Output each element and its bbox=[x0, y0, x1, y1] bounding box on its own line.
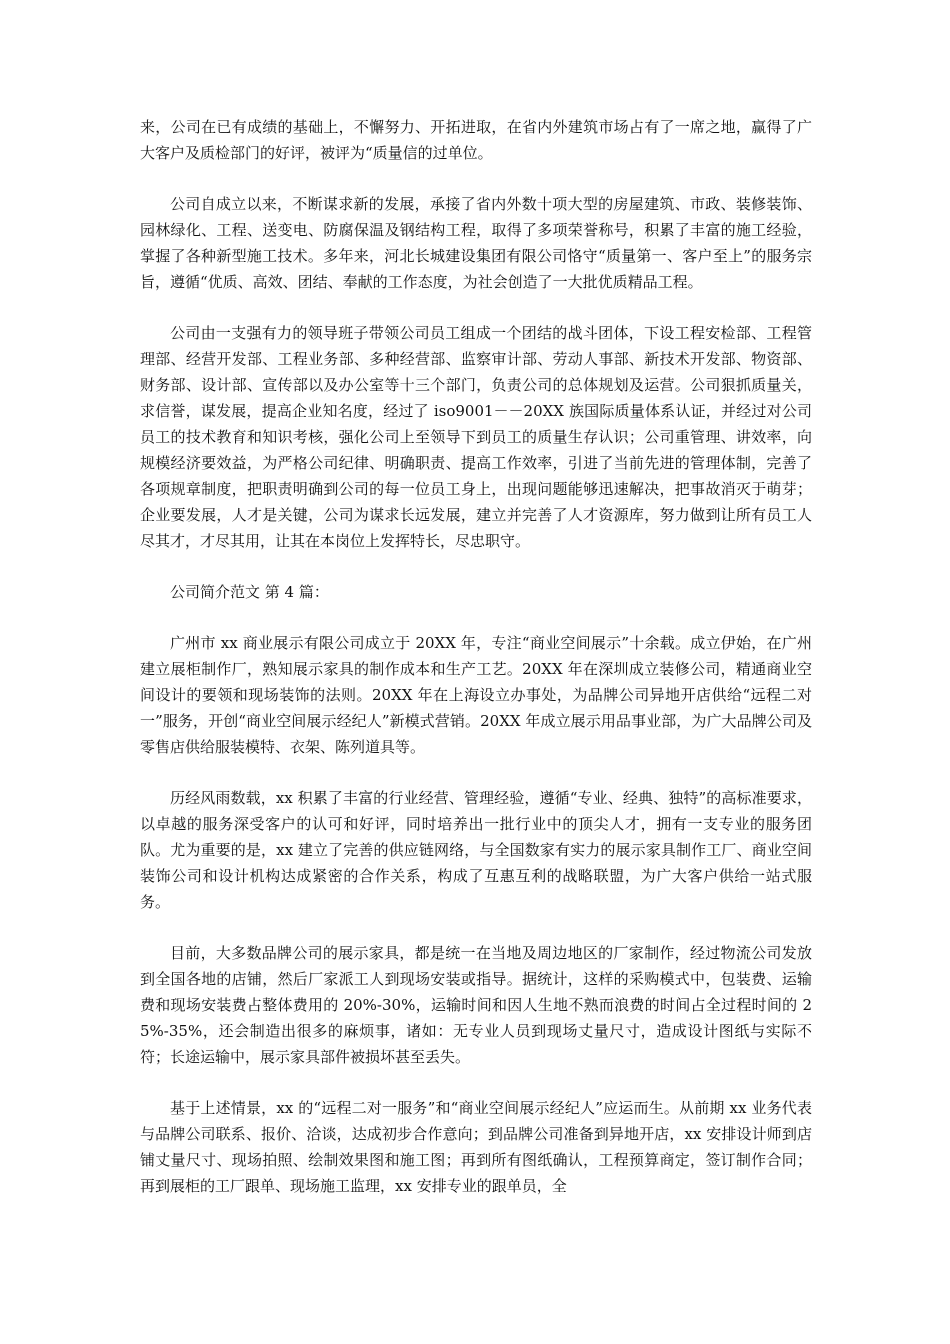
paragraph-organization: 公司由一支强有力的领导班子带领公司员工组成一个团结的战斗团体，下设工程安检部、工程管理部、经营开发部、工程业务部、多种经营部、监察审计部、劳动人事部、新技术开发部、物资部、财务部、设计部、宣传部以及办公室等十三个部门，负责公司的总体规划及运营。公司狠抓质量关，求信誉，谋发展，提高企业知名度，经过了 iso9001－－20XX 族国际质量体系认证，并经过对公司员工的技术教育和知识考核，强化公司上至领导下到员工的质量生存认识；公司重管理、讲效率，向规模经济要效益，为严格公司纪律、明确职责、提高工作效率，引进了当前先进的管理体制，完善了各项规章制度，把职责明确到公司的每一位员工身上，出现问题能够迅速解决，把事故消灭于萌芽；企业要发展，人才是关键，公司为谋求长远发展，建立并完善了人才资源库，努力做到让所有员工人尽其才，才尽其用，让其在本岗位上发挥特长，尽忠职守。 bbox=[140, 324, 812, 550]
section-heading: 公司简介范文 第 4 篇： bbox=[170, 583, 329, 601]
paragraph-development: 公司自成立以来，不断谋求新的发展，承接了省内外数十项大型的房屋建筑、市政、装修装饰、园林绿化、工程、送变电、防腐保温及钢结构工程，取得了多项荣誉称号，积累了丰富的施工经验，掌握了各种新型施工技术。多年来，河北长城建设集团有限公司恪守“质量第一、客户至上”的服务宗旨，遵循“优质、高效、团结、奉献的工作态度，为社会创造了一大批优质精品工程。 bbox=[140, 195, 812, 291]
paragraph-current-situation: 目前，大多数品牌公司的展示家具，都是统一在当地及周边地区的厂家制作，经过物流公司发放到全国各地的店铺，然后厂家派工人到现场安装或指导。据统计，这样的采购模式中，包装费、运输费和现场安装费占整体费用的 20%-30%，运输时间和因人生地不熟而浪费的时间占全过程时间的 25%-35%，还会制造出很多的麻烦事，诸如：无专业人员到现场丈量尺寸，造成设计图纸与实际不符；长途运输中，展示家具部件被损坏甚至丢失。 bbox=[140, 944, 812, 1066]
paragraph-service-model: 基于上述情景，xx 的“远程二对一服务”和“商业空间展示经纪人”应运而生。从前期 xx 业务代表与品牌公司联系、报价、洽谈，达成初步合作意向；到品牌公司准备到异地开店，xx 安排设计师到店铺丈量尺寸、现场拍照、绘制效果图和施工图；再到所有图纸确认，工程预算商定，签订制作合同；再到展柜的工厂跟单、现场施工监理，xx 安排专业的跟单员，全 bbox=[140, 1099, 812, 1195]
paragraph-continuation: 来，公司在已有成绩的基础上，不懈努力、开拓进取，在省内外建筑市场占有了一席之地，赢得了广大客户及质检部门的好评，被评为“质量信的过单位。 bbox=[140, 118, 812, 162]
paragraph-company-intro: 广州市 xx 商业展示有限公司成立于 20XX 年，专注“商业空间展示”十余载。成立伊始，在广州建立展柜制作厂，熟知展示家具的制作成本和生产工艺。20XX 年在深圳成立装修公司，精通商业空间设计的要领和现场装饰的法则。20XX 年在上海设立办事处，为品牌公司异地开店供给“远程二对一”服务，开创“商业空间展示经纪人”新模式营销。20XX 年成立展示用品事业部，为广大品牌公司及零售店供给服装模特、衣架、陈列道具等。 bbox=[140, 634, 812, 756]
paragraph-experience: 历经风雨数载，xx 积累了丰富的行业经营、管理经验，遵循“专业、经典、独特”的高标准要求，以卓越的服务深受客户的认可和好评，同时培养出一批行业中的顶尖人才，拥有一支专业的服务团队。尤为重要的是，xx 建立了完善的供应链网络，与全国数家有实力的展示家具制作工厂、商业空间装饰公司和设计机构达成紧密的合作关系，构成了互惠互利的战略联盟，为广大客户供给一站式服务。 bbox=[140, 789, 812, 911]
document-body bbox=[140, 114, 812, 1224]
